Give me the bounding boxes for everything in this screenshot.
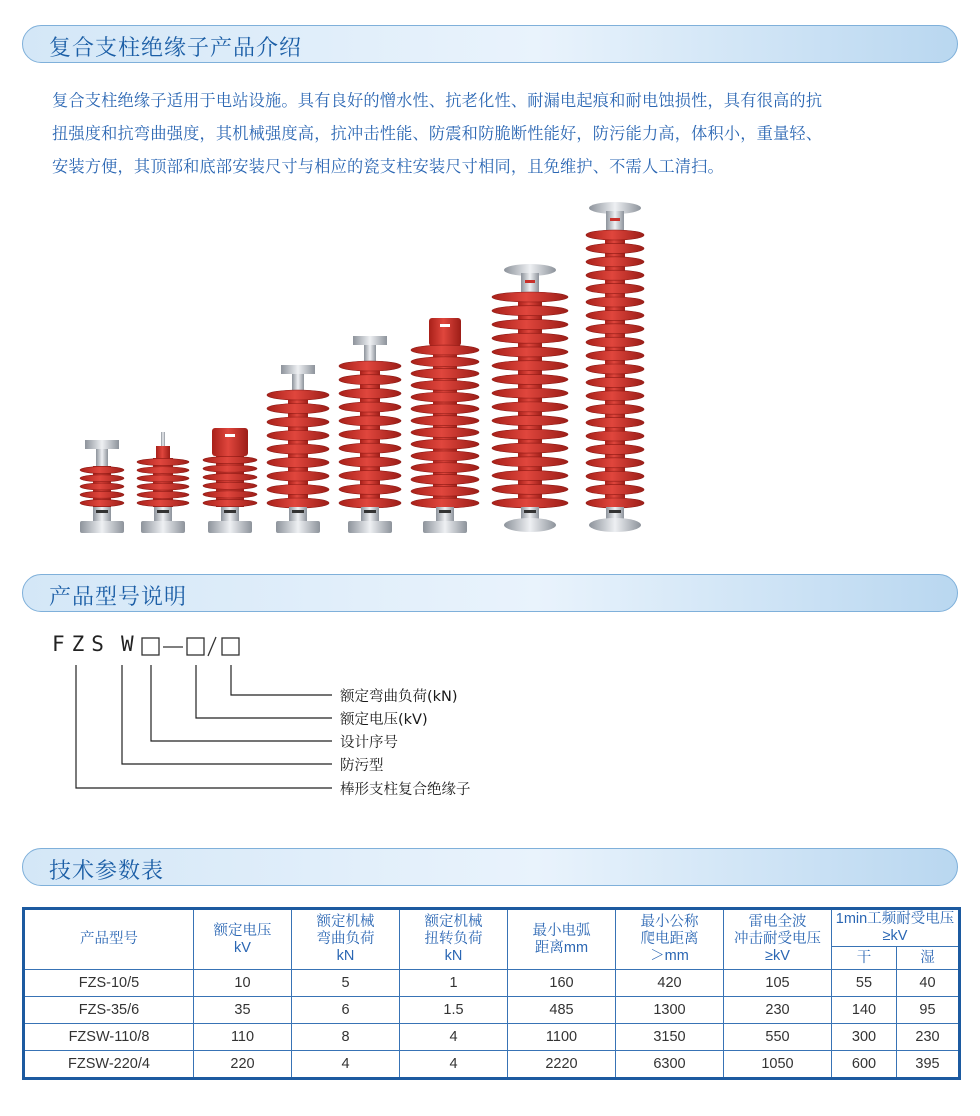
table-cell: 55 — [832, 970, 897, 997]
header-impulse: 雷电全波 冲击耐受电压 ≥kV — [724, 909, 832, 970]
table-cell: 40 — [897, 970, 960, 997]
legend-design-number: 设计序号 — [340, 735, 398, 751]
cell-model: FZSW-220/4 — [24, 1051, 194, 1079]
table-cell: 6 — [292, 997, 400, 1024]
table-cell: 550 — [724, 1024, 832, 1051]
table-cell: 8 — [292, 1024, 400, 1051]
table-cell: 4 — [400, 1024, 508, 1051]
model-code-prefix: FZS — [52, 632, 111, 656]
table-cell: 6300 — [616, 1051, 724, 1079]
table-row — [24, 970, 960, 997]
model-code — [52, 632, 134, 656]
table-header-row — [24, 909, 960, 947]
header-model: 产品型号 — [24, 909, 194, 970]
table-cell: 140 — [832, 997, 897, 1024]
table-cell: 420 — [616, 970, 724, 997]
header-voltage: 额定电压 kV — [194, 909, 292, 970]
section-title: 复合支柱绝缘子产品介绍 — [49, 36, 303, 61]
model-code-leader-lines — [0, 0, 600, 820]
table-cell: 4 — [292, 1051, 400, 1079]
intro-line: 复合支柱绝缘子适用于电站设施。具有良好的憎水性、抗老化性、耐漏电起痕和耐电蚀损性，具有很高的抗 — [52, 91, 823, 110]
table-cell: 10 — [194, 970, 292, 997]
table-cell: 300 — [832, 1024, 897, 1051]
table-row — [24, 997, 960, 1024]
table-cell: 1 — [400, 970, 508, 997]
header-arc-distance: 最小电弧 距离mm — [508, 909, 616, 970]
table-cell: 220 — [194, 1051, 292, 1079]
legend-bending-load: 额定弯曲负荷(kN) — [340, 689, 458, 705]
header-creepage: 最小公称 爬电距离 ＞mm — [616, 909, 724, 970]
intro-line: 扭强度和抗弯曲强度，其机械强度高，抗冲击性能、防震和防脆断性能好，防污能力高，体积小，重量轻、 — [52, 124, 823, 143]
header-bending-load: 额定机械 弯曲负荷 kN — [292, 909, 400, 970]
table-cell: 4 — [400, 1051, 508, 1079]
table-cell: 110 — [194, 1024, 292, 1051]
section-header-spec — [22, 848, 958, 886]
table-cell: 485 — [508, 997, 616, 1024]
cell-model: FZSW-110/8 — [24, 1024, 194, 1051]
cell-model: FZS-35/6 — [24, 997, 194, 1024]
table-cell: 1050 — [724, 1051, 832, 1079]
table-cell: 2220 — [508, 1051, 616, 1079]
spec-table — [22, 907, 961, 1080]
section-title: 技术参数表 — [49, 859, 165, 884]
header-torsion-load: 额定机械 扭转负荷 kN — [400, 909, 508, 970]
legend-rated-voltage: 额定电压(kV) — [340, 712, 428, 728]
table-cell: 1300 — [616, 997, 724, 1024]
table-cell: 1.5 — [400, 997, 508, 1024]
table-cell: 600 — [832, 1051, 897, 1079]
table-cell: 3150 — [616, 1024, 724, 1051]
table-cell: 95 — [897, 997, 960, 1024]
legend-anti-pollution: 防污型 — [340, 758, 384, 774]
table-row — [24, 1024, 960, 1051]
table-cell: 230 — [897, 1024, 960, 1051]
intro-line: 安装方便，其顶部和底部安装尺寸与相应的瓷支柱安装尺寸相同，且免维护、不需人工清扫。 — [52, 157, 724, 176]
table-cell: 395 — [897, 1051, 960, 1079]
legend-product-type: 棒形支柱复合绝缘子 — [340, 782, 471, 798]
table-cell: 230 — [724, 997, 832, 1024]
table-cell: 1100 — [508, 1024, 616, 1051]
table-row — [24, 1051, 960, 1079]
model-code-w: W — [120, 632, 134, 656]
table-cell: 5 — [292, 970, 400, 997]
header-wet: 湿 — [897, 947, 960, 970]
table-cell: 105 — [724, 970, 832, 997]
cell-model: FZS-10/5 — [24, 970, 194, 997]
table-cell: 35 — [194, 997, 292, 1024]
header-dry: 干 — [832, 947, 897, 970]
header-power-frequency: 1min工频耐受电压 ≥kV — [832, 909, 960, 947]
table-cell: 160 — [508, 970, 616, 997]
section-title: 产品型号说明 — [49, 585, 188, 610]
